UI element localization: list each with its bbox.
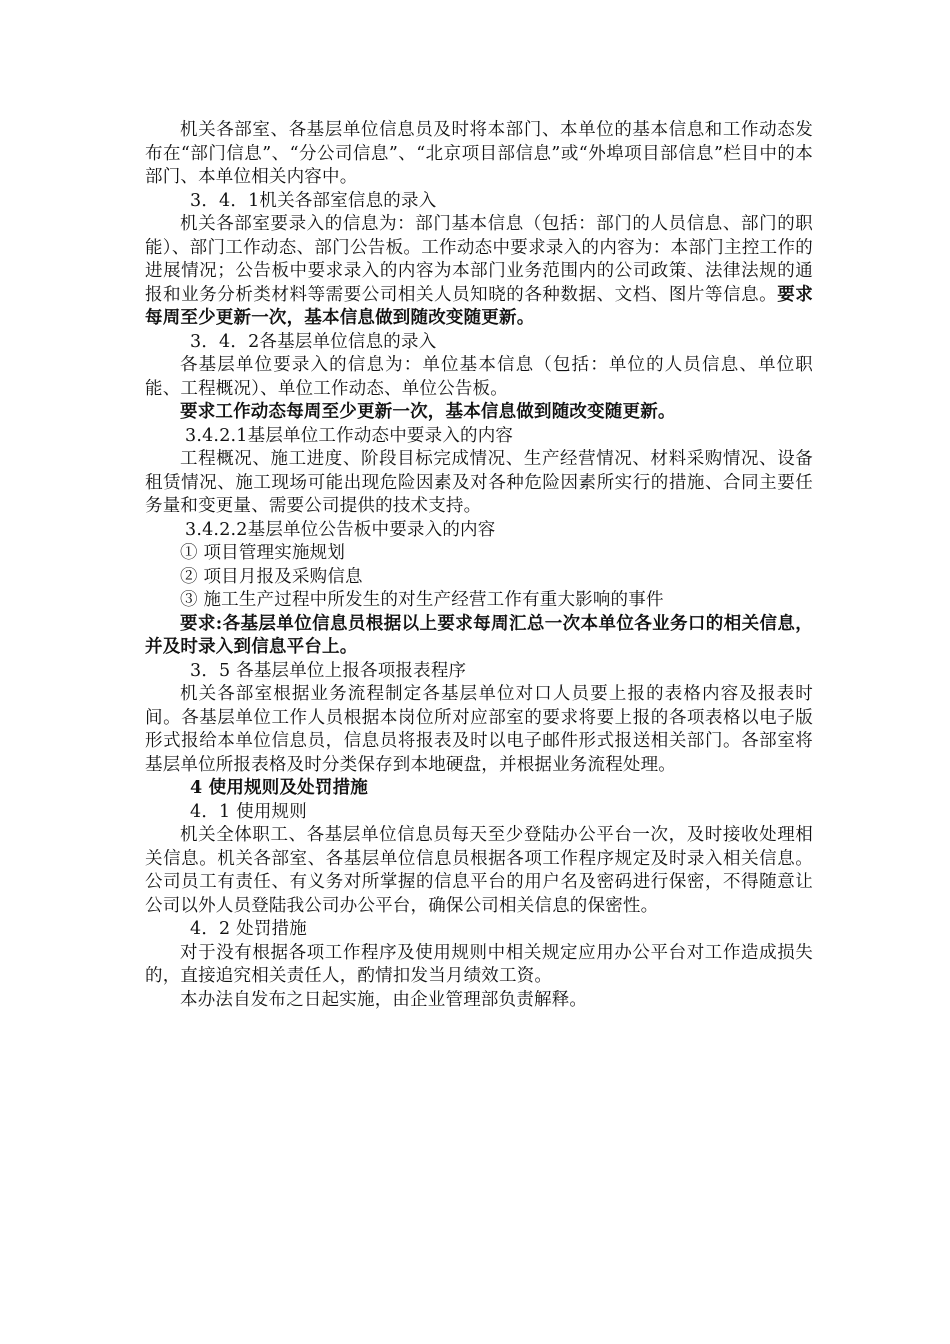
heading-3-4-2-2: 3.4.2.2基层单位公告板中要录入的内容 [185,519,496,540]
document-body [145,119,813,1012]
heading-4-2: 4．2 处罚措施 [190,919,307,939]
paragraph-penalties: 对于没有根据各项工作程序及使用规则中相关规定应用办公平台对工作造成损失的，直接追究相关责任人，酌情扣发当月绩效工资。 [145,942,813,986]
paragraph-unit-requirement: 要求工作动态每周至少更新一次，基本信息做到随改变随更新。 [180,402,676,422]
paragraph-publish-info: 机关各部室、各基层单位信息员及时将本部门、本单位的基本信息和工作动态发布在“部门信息”、“分公司信息”、“北京项目部信息”或“外埠项目部信息”栏目中的本部门、本单位相关内容中。 [145,120,813,187]
paragraph-effective-date: 本办法自发布之日起实施，由企业管理部负责解释。 [180,989,588,1010]
paragraph-dept-info-text: 机关各部室要录入的信息为：部门基本信息（包括：部门的人员信息、部门的职能）、部门工作动态、部门公告板。工作动态中要求录入的内容为：本部门主控工作的进展情况；公告板中要求录入的内容为本部门业务范围内的公司政策、法律法规的通报和业务分析类材料等需要公司相关人员知晓的各种数据、文档、图片等信息。 [145,214,813,305]
paragraph-dept-info [145,213,813,331]
heading-3-4-2-1: 3.4.2.1基层单位工作动态中要录入的内容 [185,425,514,446]
heading-4: 4 使用规则及处罚措施 [190,778,368,798]
paragraph-weekly-requirement: 要求:各基层单位信息员根据以上要求每周汇总一次本单位各业务口的相关信息，并及时录入到信息平台上。 [145,613,813,657]
paragraph-work-dynamics: 工程概况、施工进度、阶段目标完成情况、生产经营情况、材料采购情况、设备租赁情况、施工现场可能出现危险因素及对各种危险因素所实行的措施、合同主要任务量和变更量、需要公司提供的技术支持。 [145,449,813,516]
paragraph-usage-rules: 机关全体职工、各基层单位信息员每天至少登陆办公平台一次，及时接收处理相关信息。机关各部室、各基层单位信息员根据各项工作程序规定及时录入相关信息。公司员工有责任、有义务对所掌握的信息平台的用户名及密码进行保密，不得随意让公司以外人员登陆我公司办公平台，确保公司相关信息的保密性。 [145,825,813,916]
paragraph-unit-info: 各基层单位要录入的信息为：单位基本信息（包括：单位的人员信息、单位职能、工程概况）、单位工作动态、单位公告板。 [145,355,813,399]
heading-3-5: 3．5 各基层单位上报各项报表程序 [190,660,467,681]
heading-3-4-2: 3．4．2各基层单位信息的录入 [190,331,437,352]
heading-3-4-1: 3．4．1机关各部室信息的录入 [190,190,437,211]
heading-4-1: 4．1 使用规则 [190,801,307,822]
paragraph-report-procedure: 机关各部室根据业务流程制定各基层单位对口人员要上报的表格内容及报表时间。各基层单位工作人员根据本岗位所对应部室的要求将要上报的各项表格以电子版形式报给本单位信息员，信息员将报表及时以电子邮件形式报送相关部门。各部室将基层单位所报表格及时分类保存到本地硬盘，并根据业务流程处理。 [145,684,813,775]
list-item-2: ② 项目月报及采购信息 [180,566,363,587]
list-item-3: ③ 施工生产过程中所发生的对生产经营工作有重大影响的事件 [180,590,664,610]
paragraph-dept-info-requirement: 要求每周至少更新一次，基本信息做到随改变随更新。 [145,284,813,328]
list-item-1: ① 项目管理实施规划 [180,543,346,563]
